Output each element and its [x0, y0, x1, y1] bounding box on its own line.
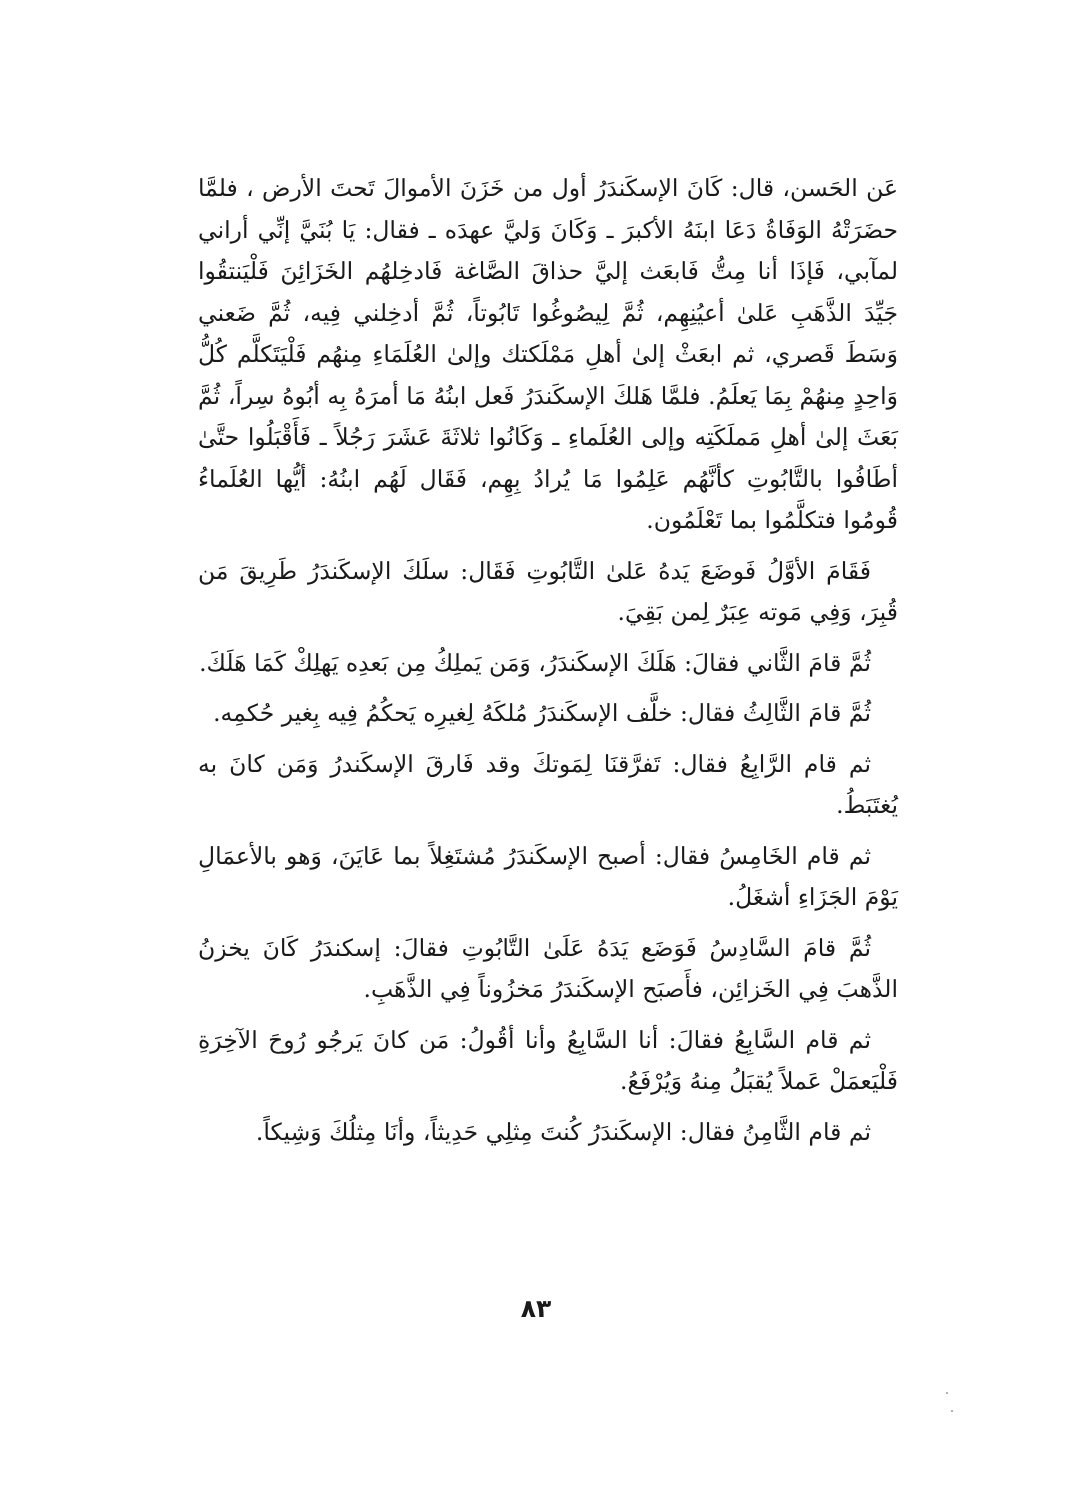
paragraph-third-speaker: ثُمَّ قامَ الثَّالِثُ فقال: خلَّف الإسكَندَرُ مُلكَهُ لِغيرِه يَحكُمُ فِيه بِغير حُكمِه.: [213, 699, 871, 727]
paragraph-sixth-speaker: ثُمَّ قامَ السَّادِسُ فَوَضَع يَدَهُ عَلَىٰ التَّابُوتِ فقالَ: إسكندَرُ كَانَ يخزنُ الذَّهبَ فِي الخَزائِن، فأَصبَح الإسكَندَرُ مَخزُوناً فِي الذَّهَبِ.: [198, 933, 898, 1003]
paragraph-fifth-speaker: ثم قام الخَامِسُ فقال: أصبح الإسكَندَرُ مُشتَغِلاً بما عَايَنَ، وَهو بالأعمَالِ يَوْمَ الجَزَاءِ أشغَلُ.: [198, 841, 898, 911]
paragraph-seventh-speaker: ثم قام السَّابِعُ فقالَ: أنا السَّابِعُ وأنا أقُولُ: مَن كانَ يَرجُو رُوحَ الآخِرَةِ فَلْيَعمَلْ عَملاً يُقبَلُ مِنهُ وَيُرْفَعُ.: [198, 1025, 898, 1095]
paragraph-second-speaker: ثُمَّ قامَ الثَّاني فقالَ: هَلَكَ الإسكَندَرُ، وَمَن يَملِكُ مِن بَعدِه يَهلِكْ كَمَا هَلَكَ.: [199, 648, 871, 677]
scan-speck: [951, 1410, 953, 1412]
paragraph-eighth-speaker: ثم قام الثَّامِنُ فقال: الإسكَندَرُ كُنتَ مِثلِي حَدِيثاً، وأنَا مِثلُكَ وَشِيكاً.: [255, 1117, 871, 1146]
paragraph-fourth-speaker: ثم قام الرَّابِعُ فقال: تَفرَّقنَا لِمَوتكَ وقد فَارقَ الإسكَندرُ وَمَن كانَ به يُغتَبَطُ.: [198, 749, 898, 819]
paragraph-first-speaker: فَقَامَ الأوَّلُ فَوضَعَ يَدهُ عَلىٰ التَّابُوتِ فَقَال: سلَكَ الإسكَندَرُ طَرِيقَ مَن قُبِرَ، وَفِي مَوته عِبَرٌ لِمن بَقِيَ.: [198, 556, 898, 626]
paragraph-intro: عَن الحَسن، قال: كَانَ الإسكَندَرُ أول من خَزَنَ الأموالَ تَحتَ الأرض ، فلمَّا حضَرَتْهُ الوَفَاةُ دَعَا ابنَهُ الأكبرَ ـ وَكَانَ وَليَّ عهدَه ـ فقال: يَا بُنَيَّ إنِّي أراني لمآبي، فَإذَا أنا مِتُّ فَابعَث إليَّ حذاقَ الصَّاغة فَادخِلهُم الخَزَائِنَ فَلْيَنتقُوا جَيِّدَ الذَّهَبِ عَلىٰ أعيُنِهِم، ثُمَّ لِيصُوغُوا تَابُوتاً، ثُمَّ أدخِلني فِيه، ثُمَّ ضَعني وَسَطَ قَصري، ثم ابعَثْ إلىٰ أهلِ مَمْلَكتك وإلىٰ العُلَمَاءِ مِنهُم فَلْيَتَكلَّم كُلُّ وَاحِدٍ مِنهُمْ بِمَا يَعلَمُ. فلمَّا هَلكَ الإسكَندَرُ فَعل ابنُهُ مَا أمرَهُ بِه أبُوهُ سِراً، ثُمَّ بَعَثَ إلىٰ أهلِ مَملَكَتِه وإلى العُلَماءِ ـ وَكَانُوا ثلاثَةَ عَشَرَ رَجُلاً ـ فَأَقْبَلُوا حتَّىٰ أطَافُوا بالتَّابُوتِ كأنَّهُم عَلِمُوا مَا يُرادُ بِهِم، فَقَال لَهُم ابنُهُ: أيُّها العُلَماءُ قُومُوا فتكلَّمُوا بما تَعْلَمُون.: [198, 174, 898, 534]
scan-speck: [946, 1392, 948, 1394]
page-number: ٨٣: [520, 1294, 552, 1323]
body-text: [198, 168, 898, 1162]
